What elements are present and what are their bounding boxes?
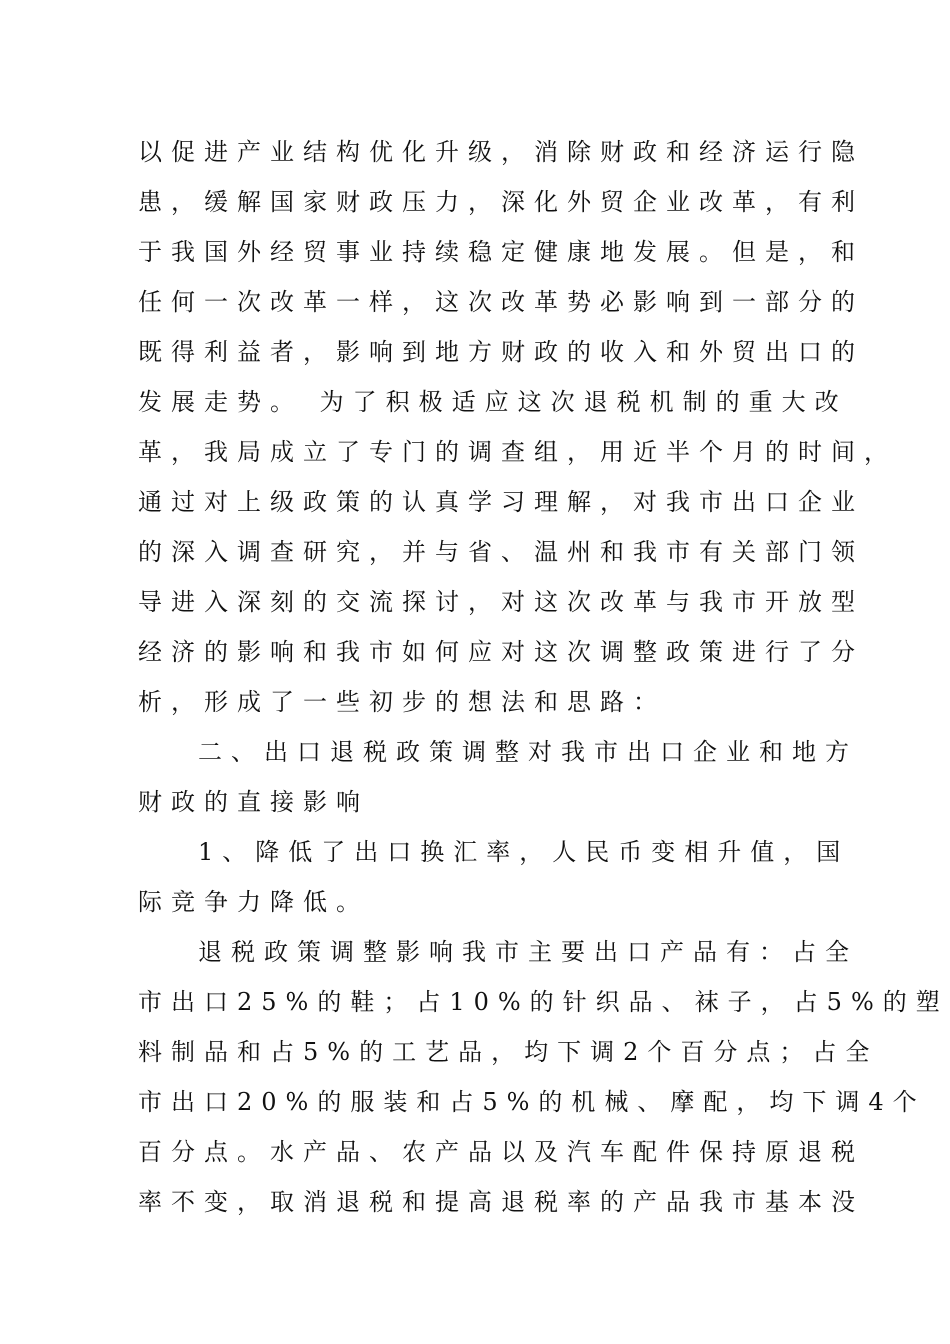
text-line-2: 患，缓解国家财政压力，深化外贸企业改革，有利 [138, 188, 864, 216]
text-line-18: 市出口25%的鞋；占10%的针织品、袜子，占5%的塑 [138, 988, 949, 1016]
text-line-21: 百分点。水产品、农产品以及汽车配件保持原退税 [138, 1138, 864, 1166]
text-line-10: 导进入深刻的交流探讨，对这次改革与我市开放型 [138, 588, 864, 616]
section-heading-line-2: 财政的直接影响 [138, 788, 369, 816]
text-line-20: 市出口20%的服装和占5%的机械、摩配，均下调4个 [138, 1088, 926, 1116]
text-line-4: 任何一次改革一样，这次改革势必影响到一部分的 [138, 288, 864, 316]
text-line-11: 经济的影响和我市如何应对这次调整政策进行了分 [138, 638, 864, 666]
subsection-heading-line-2: 际竞争力降低。 [138, 888, 369, 916]
text-line-22: 率不变，取消退税和提高退税率的产品我市基本没 [138, 1188, 864, 1216]
text-line-6: 发展走势。 为了积极适应这次退税机制的重大改 [138, 388, 848, 416]
text-line-3: 于我国外经贸事业持续稳定健康地发展。但是，和 [138, 238, 864, 266]
text-line-1: 以促进产业结构优化升级，消除财政和经济运行隐 [138, 138, 864, 166]
subsection-heading-line-1: 1、降低了出口换汇率，人民币变相升值，国 [198, 838, 850, 866]
text-line-7: 革，我局成立了专门的调查组，用近半个月的时间， [138, 438, 897, 466]
text-line-12: 析，形成了一些初步的想法和思路： [138, 688, 666, 716]
text-line-17: 退税政策调整影响我市主要出口产品有：占全 [198, 938, 858, 966]
section-heading-line-1: 二、出口退税政策调整对我市出口企业和地方 [198, 738, 858, 766]
text-line-8: 通过对上级政策的认真学习理解，对我市出口企业 [138, 488, 864, 516]
text-line-5: 既得利益者，影响到地方财政的收入和外贸出口的 [138, 338, 864, 366]
text-line-19: 料制品和占5%的工艺品，均下调2个百分点；占全 [138, 1038, 879, 1066]
text-line-9: 的深入调查研究，并与省、温州和我市有关部门领 [138, 538, 864, 566]
